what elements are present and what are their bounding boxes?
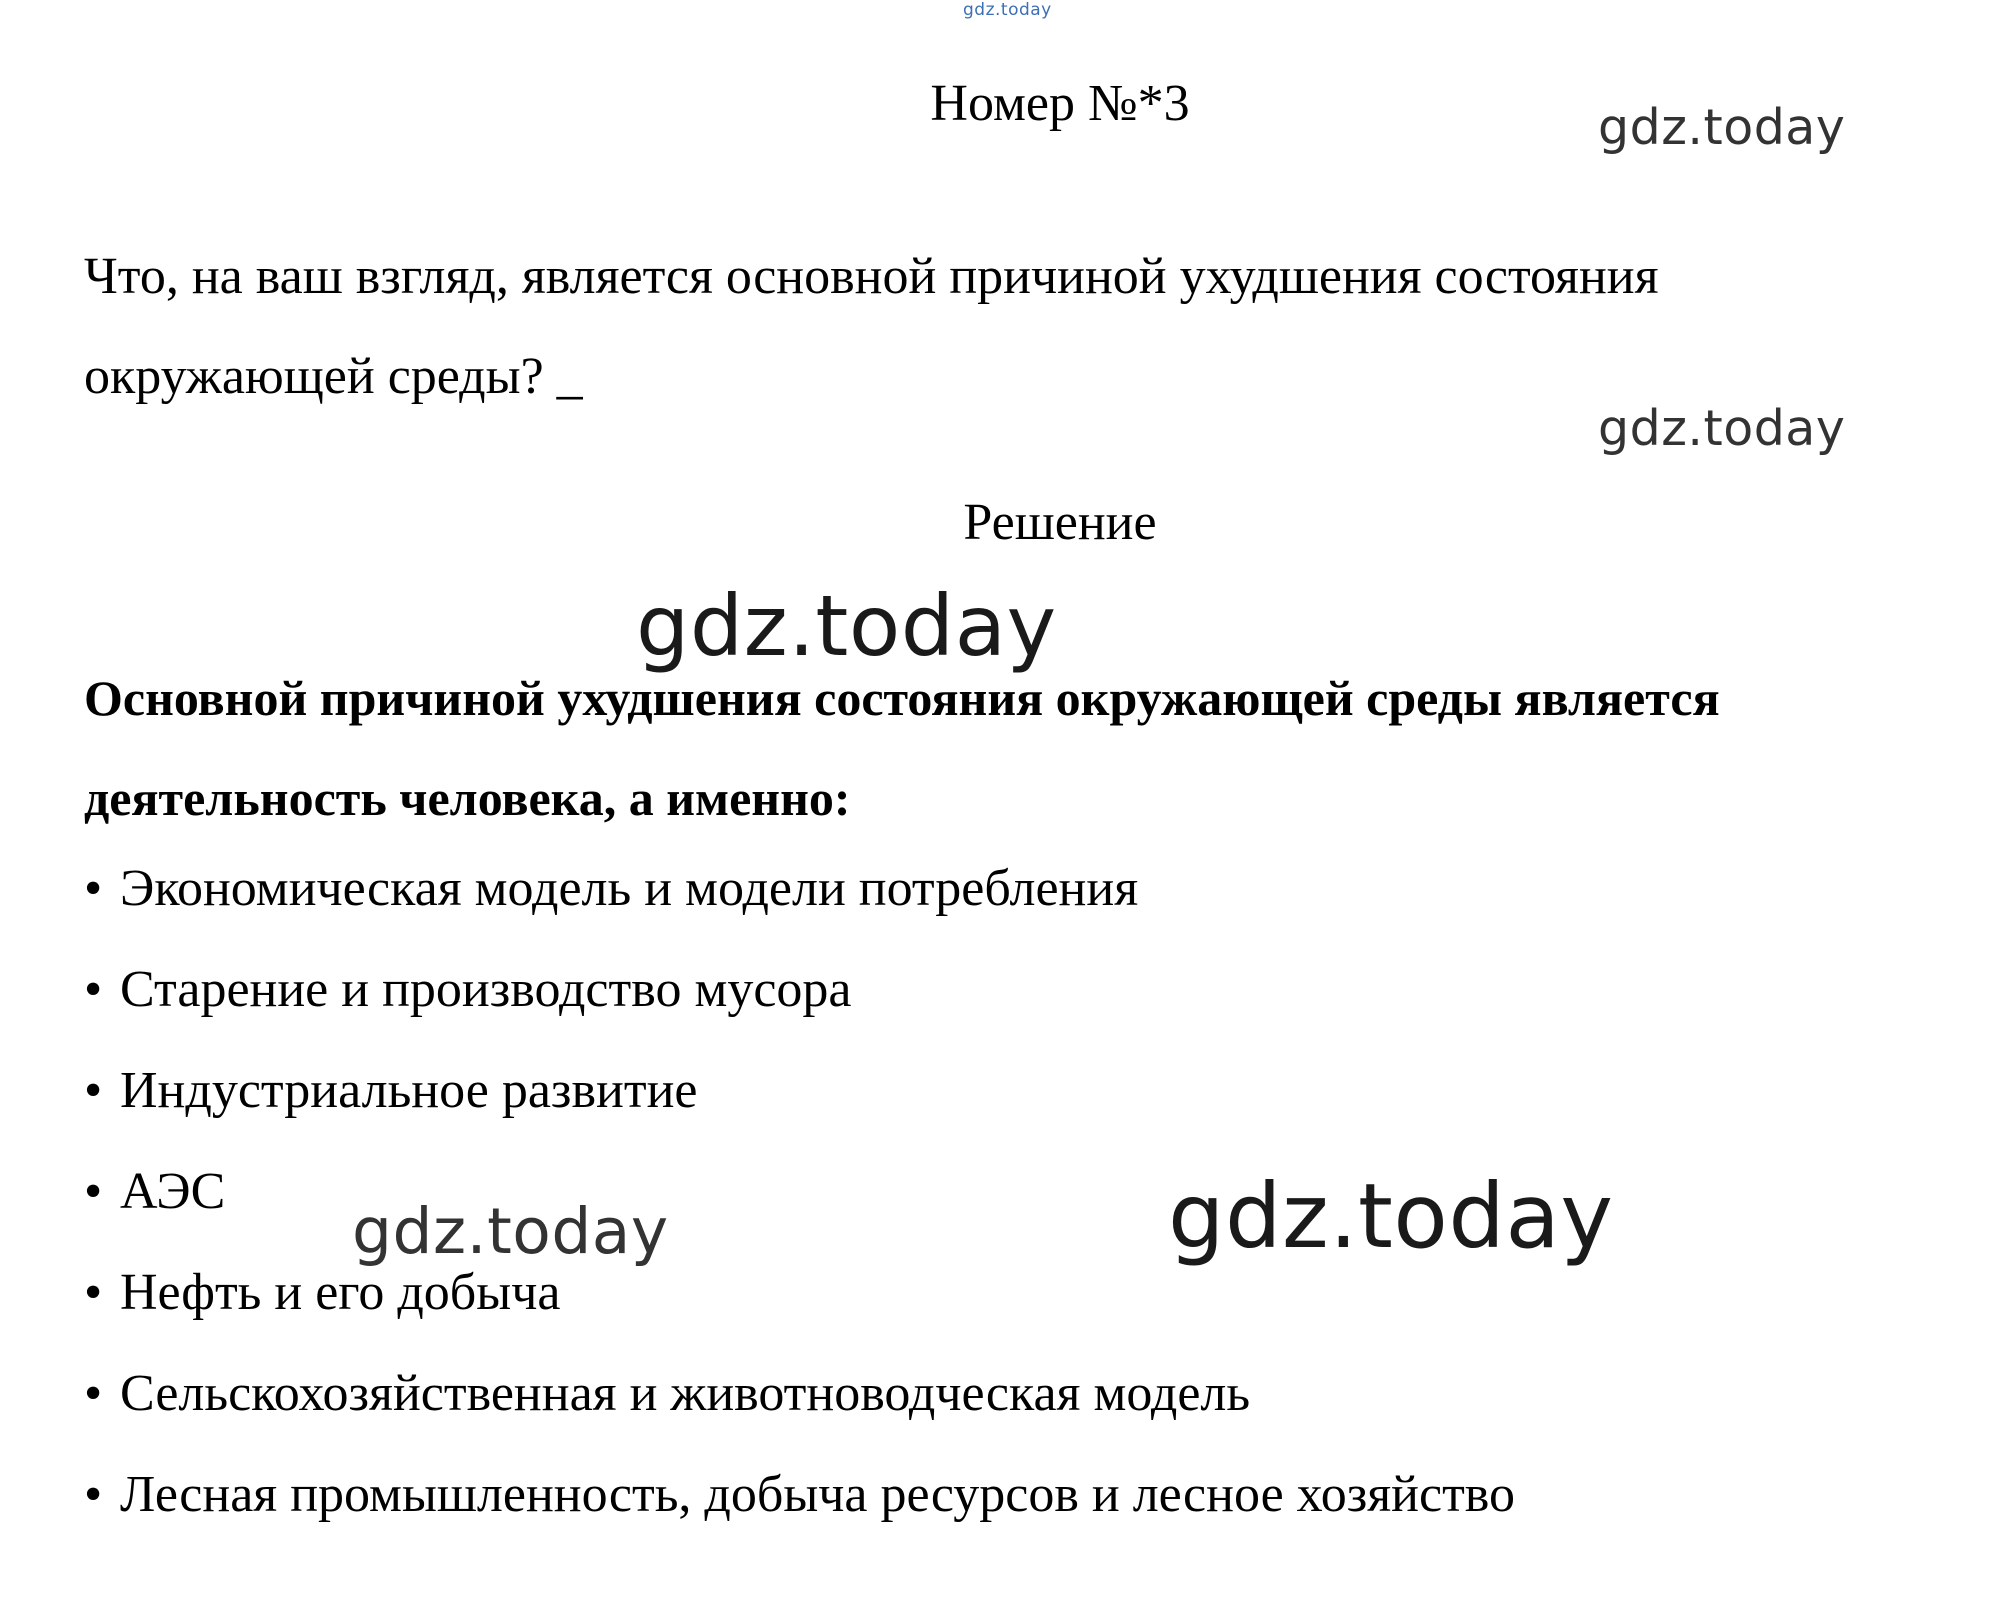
answer-intro: Основной причиной ухудшения состояния окружающей среды является деятельность человека, а именно:	[84, 670, 1720, 826]
watermark-center: gdz.today	[636, 577, 1057, 675]
list-item	[84, 1343, 1515, 1444]
list-item	[84, 1040, 1515, 1141]
page-title: Номер №*3	[930, 75, 1190, 132]
bullet-mark: •	[84, 1062, 103, 1119]
watermark-right-bottom: gdz.today	[1168, 1164, 1614, 1268]
list-item-text: Сельскохозяйственная и животноводческая модель	[120, 1365, 1251, 1422]
bullet-mark: •	[84, 1264, 103, 1321]
list-item	[84, 1444, 1515, 1545]
bullet-mark: •	[84, 1163, 103, 1220]
list-item	[84, 838, 1515, 939]
list-item-text: АЭС	[120, 1163, 226, 1220]
bullet-mark: •	[84, 1365, 103, 1422]
list-item-text: Экономическая модель и модели потребления	[120, 860, 1139, 917]
bullet-mark: •	[84, 1466, 103, 1523]
watermark-right-1: gdz.today	[1598, 99, 1846, 156]
watermark-top: gdz.today	[963, 0, 1052, 20]
list-item	[84, 939, 1515, 1040]
watermark-right-2: gdz.today	[1598, 400, 1846, 457]
list-item-text: Индустриальное развитие	[120, 1062, 698, 1119]
bullet-mark: •	[84, 860, 103, 917]
solution-heading: Решение	[963, 494, 1157, 551]
bullet-mark: •	[84, 961, 103, 1018]
list-item-text: Лесная промышленность, добыча ресурсов и лесное хозяйство	[120, 1466, 1515, 1523]
watermark-left-bottom: gdz.today	[352, 1195, 669, 1268]
list-item-text: Старение и производство мусора	[120, 961, 852, 1018]
list-item-text: Нефть и его добыча	[120, 1264, 561, 1321]
question-text: Что, на ваш взгляд, является основной причиной ухудшения состояния окружающей среды? _	[84, 248, 1659, 405]
